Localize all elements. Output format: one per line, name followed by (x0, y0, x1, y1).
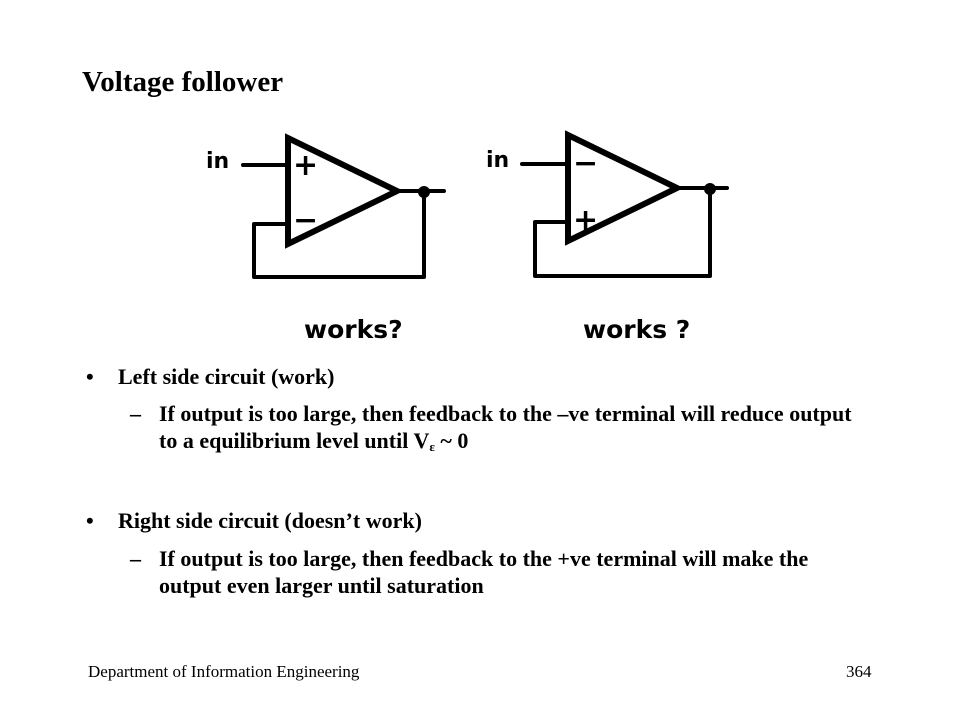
bullet-item-left-circuit (86, 363, 335, 390)
slide-title: Voltage follower (82, 66, 284, 98)
sub-bullet-text-main: If output is too large, then feedback to the –ve terminal will reduce output to a equilibrium level until V (159, 401, 852, 453)
left-minus-terminal: − (293, 203, 319, 238)
left-circuit (206, 138, 444, 344)
sub-bullet-text-end: ~ 0 (434, 428, 469, 453)
right-minus-terminal: − (573, 146, 599, 181)
bullet-text: Right side circuit (doesn’t work) (118, 508, 422, 533)
right-feedback-wire (535, 189, 710, 276)
footer-department: Department of Information Engineering (88, 662, 360, 681)
bullet-text: Left side circuit (work) (118, 364, 335, 389)
sub-bullet-text (159, 400, 859, 460)
right-input-label: in (486, 148, 510, 173)
bullet-item-right-circuit (86, 507, 422, 534)
left-caption: works? (304, 315, 403, 344)
epsilon-subscript: ε (429, 439, 435, 454)
sub-bullet-dash: – (130, 401, 141, 426)
left-plus-terminal: + (293, 148, 319, 183)
right-plus-terminal: + (573, 203, 599, 238)
sub-bullet-dash: – (130, 546, 141, 571)
bullet-marker: • (86, 508, 94, 533)
left-input-label: in (206, 149, 230, 174)
bullet-marker: • (86, 364, 94, 389)
right-circuit (486, 135, 727, 344)
right-caption: works ? (583, 315, 691, 344)
footer-page-number: 364 (846, 662, 872, 681)
sub-bullet-text: If output is too large, then feedback to the +ve terminal will make the output even larger until saturation (159, 546, 809, 598)
left-feedback-wire (254, 192, 424, 277)
